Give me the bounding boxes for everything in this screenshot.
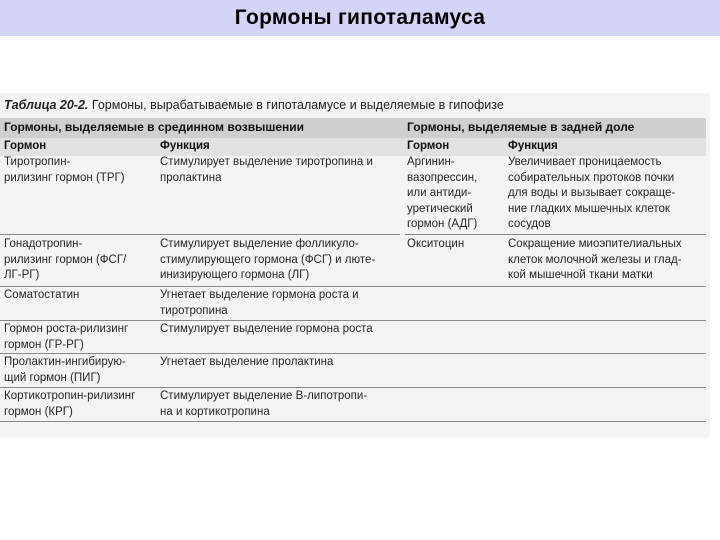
group-right-header: Гормоны, выделяемые в задней доле [407, 120, 635, 134]
row-divider [0, 387, 706, 388]
row-divider [0, 353, 706, 354]
table-row-gnrh-function [160, 237, 375, 284]
cell-line: Стимулирует выделение фолликуло- [160, 238, 359, 250]
table-row-somatostatin-function [160, 288, 359, 319]
col-hormone-right: Гормон [407, 140, 450, 152]
group-left-header: Гормоны, выделяемые в срединном возвышении [4, 120, 305, 134]
cell-line: Стимулирует выделение В-липотропи- [160, 390, 368, 402]
cell-line: рилизинг гормон (ТРГ) [4, 171, 125, 184]
cell-line: Кортикотропин-рилизинг [4, 390, 136, 402]
col-function-left: Функция [160, 140, 210, 152]
table-row-pih-hormone [4, 355, 126, 386]
table-row-adh-function [508, 155, 675, 233]
cell-line: Аргинин- [407, 156, 455, 168]
table-row-ghrh-hormone [4, 322, 128, 353]
table-row-trh-hormone [4, 155, 125, 186]
cell-line: кой мышечной ткани матки [508, 269, 653, 281]
col-hormone-left: Гормон [4, 140, 47, 152]
cell-line: уретический [407, 202, 473, 215]
cell-line: Угнетает выделение пролактина [160, 356, 334, 368]
table-caption [4, 98, 504, 112]
table-caption-number: Таблица 20-2. [4, 98, 89, 112]
row-divider [0, 421, 706, 422]
table-row-trh-function [160, 155, 373, 186]
table-row-adh-hormone [407, 155, 477, 233]
cell-line: или антиди- [407, 187, 472, 199]
cell-line: собирательных протоков почки [508, 171, 675, 184]
cell-line: гормон (АДГ) [407, 218, 478, 230]
cell-line: Окситоцин [407, 238, 465, 250]
cell-line: стимулирующего гормона (ФСГ) и люте- [160, 253, 376, 266]
row-divider [405, 234, 706, 235]
table-row-somatostatin-hormone [4, 288, 79, 304]
cell-line: Гонадотропин- [4, 238, 83, 250]
cell-line: Увеличивает проницаемость [508, 156, 662, 168]
cell-line: сосудов [508, 218, 551, 230]
table-row-ghrh-function [160, 322, 373, 338]
cell-line: рилизинг гормон (ФСГ/ [4, 253, 127, 266]
cell-line: клеток молочной железы и глад- [508, 253, 682, 266]
cell-line: Тиротропин- [4, 156, 71, 168]
table-row-crh-function [160, 389, 367, 420]
table-caption-text: Гормоны, вырабатываемые в гипоталамусе и выделяемые в гипофизе [91, 98, 504, 112]
cell-line: пролактина [160, 171, 222, 184]
title-bar [0, 0, 720, 36]
col-function-right: Функция [508, 140, 558, 152]
table-row-oxytocin-hormone [407, 237, 464, 253]
cell-line: Угнетает выделение гормона роста и [160, 289, 359, 301]
cell-line: Пролактин-ингибирую- [4, 356, 126, 368]
cell-line: инизирующего гормона (ЛГ) [160, 269, 310, 281]
cell-line: Гормон роста-рилизинг [4, 323, 129, 335]
cell-line: Сокращение миоэпителиальных [508, 238, 682, 250]
cell-line: вазопрессин, [407, 171, 478, 184]
table-row-crh-hormone [4, 389, 135, 420]
cell-line: гормон (КРГ) [4, 405, 73, 418]
cell-line: ЛГ-РГ) [4, 269, 40, 281]
row-divider [0, 234, 400, 235]
cell-line: Соматостатин [4, 289, 80, 301]
table-row-gnrh-hormone [4, 237, 126, 284]
table-row-pih-function [160, 355, 333, 371]
row-divider [0, 320, 706, 321]
cell-line: щий гормон (ПИГ) [4, 371, 101, 384]
slide-title: Гормоны гипоталамуса [234, 6, 486, 29]
cell-line: Стимулирует выделение гормона роста [160, 323, 373, 335]
table-column-header [0, 138, 706, 156]
cell-line: для воды и вызывает сокраще- [508, 187, 676, 199]
table-row-oxytocin-function [508, 237, 682, 284]
cell-line: гормон (ГР-РГ) [4, 338, 84, 351]
cell-line: Стимулирует выделение тиротропина и [160, 156, 373, 168]
cell-line: на и кортикотропина [160, 405, 270, 418]
row-divider [0, 286, 706, 287]
cell-line: ние гладких мышечных клеток [508, 202, 670, 215]
cell-line: тиротропина [160, 304, 228, 317]
